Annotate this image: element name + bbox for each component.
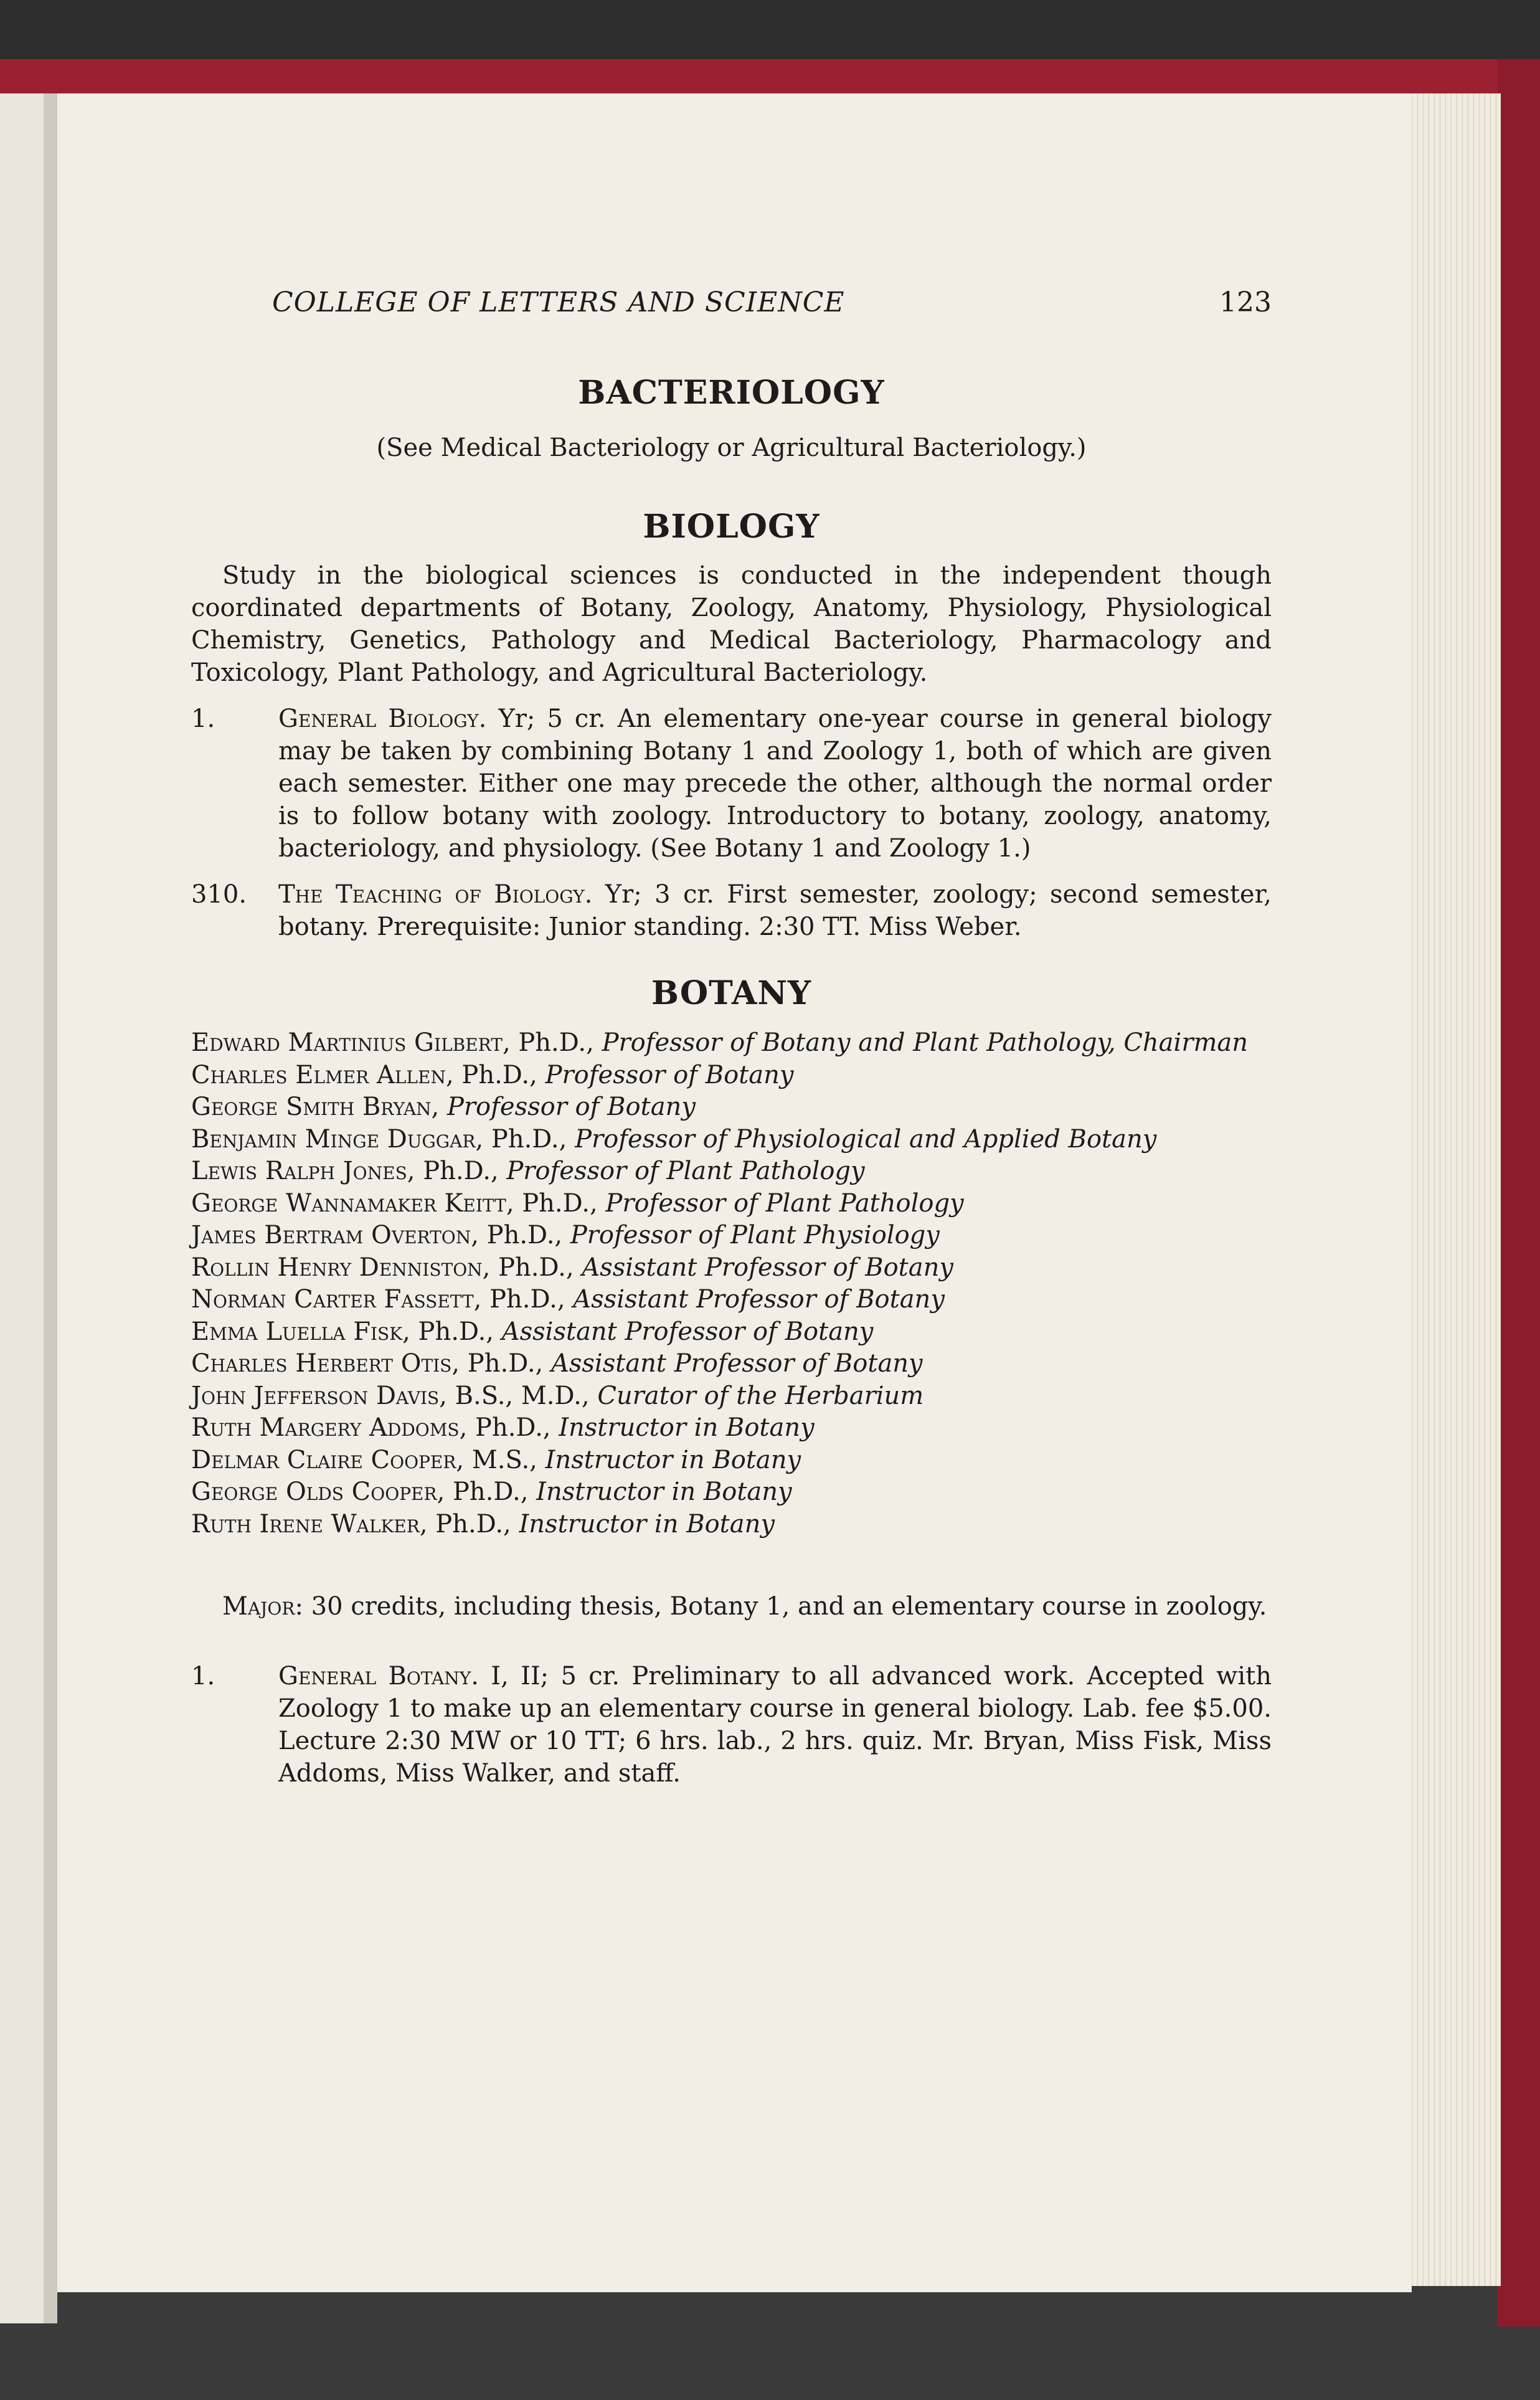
- faculty-degree: , B.S., M.D.,: [439, 1381, 598, 1410]
- faculty-name: Edward Martinius Gilbert: [191, 1028, 503, 1057]
- faculty-entry: [191, 1091, 1272, 1124]
- course-title: General Biology.: [278, 704, 487, 733]
- faculty-name: John Jefferson Davis: [191, 1381, 440, 1410]
- biology-heading: BIOLOGY: [643, 508, 820, 546]
- faculty-degree: , M.S.,: [456, 1445, 546, 1474]
- faculty-degree: , Ph.D.,: [459, 1413, 559, 1442]
- running-head-title: COLLEGE OF LETTERS AND SCIENCE: [272, 287, 845, 318]
- faculty-entry: [191, 1252, 1272, 1284]
- page-content: [191, 287, 1272, 1790]
- faculty-entry: [191, 1027, 1272, 1060]
- faculty-name: Ruth Margery Addoms: [191, 1413, 460, 1442]
- faculty-entry: [191, 1220, 1272, 1252]
- botany-heading: BOTANY: [651, 974, 812, 1012]
- faculty-title: Professor of Botany: [446, 1093, 696, 1121]
- bacteriology-note: (See Medical Bacteriology or Agricultural Bacteriology.): [376, 434, 1087, 462]
- book-page: [57, 93, 1412, 2292]
- page-stack-edge: [1407, 93, 1501, 2286]
- faculty-entry: [191, 1476, 1272, 1509]
- biology-course-1: [191, 703, 1272, 865]
- faculty-entry: [191, 1444, 1272, 1477]
- faculty-entry: [191, 1412, 1272, 1444]
- faculty-degree: , Ph.D.,: [502, 1028, 602, 1057]
- major-label: Major:: [222, 1592, 303, 1621]
- faculty-name: Ruth Irene Walker: [191, 1509, 420, 1539]
- book-cover-right-edge: [1498, 59, 1540, 2326]
- faculty-title: Assistant Professor of Botany: [501, 1317, 874, 1346]
- course-number: 1.: [191, 1662, 215, 1691]
- bacteriology-heading: BACTERIOLOGY: [578, 374, 885, 412]
- botany-major-requirement: [191, 1590, 1272, 1623]
- faculty-entry: [191, 1284, 1272, 1316]
- faculty-entry: [191, 1509, 1272, 1541]
- faculty-degree: , Ph.D.,: [407, 1157, 507, 1185]
- course-description: Yr; 3 cr. First semester, zoology; second semester, botany. Prerequisite: Junior standing. 2:30 TT. Miss Weber.: [278, 880, 1272, 941]
- faculty-degree: ,: [431, 1093, 447, 1121]
- faculty-name: James Bertram Overton: [191, 1221, 471, 1250]
- faculty-entry: [191, 1124, 1272, 1156]
- faculty-title: Professor of Physiological and Applied Botany: [575, 1124, 1157, 1154]
- faculty-entry: [191, 1348, 1272, 1380]
- faculty-degree: , Ph.D.,: [451, 1349, 551, 1378]
- course-title: General Botany.: [278, 1662, 479, 1691]
- faculty-name: George Wannamaker Keitt: [191, 1188, 506, 1218]
- page-number: 123: [1219, 287, 1272, 318]
- faculty-title: Assistant Professor of Botany: [573, 1285, 945, 1314]
- major-text: 30 credits, including thesis, Botany 1, and an elementary course in zoology.: [311, 1592, 1267, 1621]
- faculty-name: Delmar Claire Cooper: [191, 1445, 456, 1474]
- gutter-shadow: [44, 93, 57, 2323]
- faculty-title: Instructor in Botany: [536, 1477, 792, 1506]
- course-number: 1.: [191, 704, 215, 733]
- faculty-entry: [191, 1155, 1272, 1188]
- faculty-title: Professor of Plant Pathology: [605, 1188, 964, 1218]
- faculty-title: Professor of Botany: [545, 1060, 794, 1089]
- faculty-name: Norman Carter Fassett: [191, 1285, 474, 1314]
- course-title: The Teaching of Biology.: [278, 880, 593, 909]
- faculty-degree: , Ph.D.,: [445, 1060, 546, 1089]
- faculty-degree: , Ph.D.,: [437, 1477, 537, 1506]
- course-description: I, II; 5 cr. Preliminary to all advanced work. Accepted with Zoology 1 to make up an elementary course in general biology. Lab. fee $5.00. Lecture 2:30 MW or 10 TT; 6 hrs. lab., 2 hrs. quiz. Mr. Bryan, Miss Fisk, Miss Addoms, Miss Walker, and staff.: [278, 1662, 1272, 1788]
- background-top: [0, 0, 1540, 69]
- faculty-degree: , Ph.D.,: [482, 1253, 582, 1282]
- faculty-title: Assistant Professor of Botany: [550, 1349, 923, 1378]
- faculty-degree: , Ph.D.,: [471, 1221, 570, 1250]
- biology-course-310: [191, 878, 1272, 943]
- faculty-title: Professor of Botany and Plant Pathology, Chairman: [602, 1028, 1248, 1057]
- biology-intro: Study in the biological sciences is conducted in the independent though coordinated departments of Botany, Zoology, Anatomy, Physiology, Physiological Chemistry, Genetics, Pathology and Medical Bacteriology, Pharmacology and Toxicology, Plant Pathology, and Agricultural Bacteriology.: [191, 561, 1272, 687]
- faculty-name: Emma Luella Fisk: [191, 1317, 403, 1346]
- faculty-title: Professor of Plant Pathology: [506, 1157, 865, 1185]
- faculty-degree: , Ph.D.,: [475, 1124, 575, 1154]
- facing-page-strip: [0, 93, 44, 2323]
- faculty-title: Instructor in Botany: [519, 1509, 775, 1539]
- faculty-title: Professor of Plant Physiology: [570, 1221, 940, 1250]
- faculty-degree: , Ph.D.,: [473, 1285, 574, 1314]
- faculty-title: Instructor in Botany: [545, 1445, 801, 1474]
- botany-course-1: [191, 1660, 1272, 1790]
- faculty-degree: , Ph.D.,: [402, 1317, 502, 1346]
- faculty-name: George Olds Cooper: [191, 1477, 437, 1506]
- course-number: 310.: [191, 880, 247, 909]
- faculty-name: Rollin Henry Denniston: [191, 1253, 483, 1282]
- faculty-name: Lewis Ralph Jones: [191, 1157, 407, 1185]
- faculty-name: Charles Elmer Allen: [191, 1060, 446, 1089]
- course-description: Yr; 5 cr. An elementary one-year course in general biology may be taken by combining Botany 1 and Zoology 1, both of which are given each semester. Either one may precede the other, although the normal order is to follow botany with zoology. Introductory to botany, zoology, anatomy, bacteriology, and physiology. (See Botany 1 and Zoology 1.): [278, 704, 1272, 863]
- faculty-name: Benjamin Minge Duggar: [191, 1124, 476, 1154]
- faculty-title: Assistant Professor of Botany: [582, 1253, 953, 1282]
- running-head: [191, 287, 1272, 330]
- faculty-title: Curator of the Herbarium: [597, 1381, 924, 1410]
- faculty-name: Charles Herbert Otis: [191, 1349, 452, 1378]
- faculty-entry: [191, 1316, 1272, 1349]
- book-cover-top-edge: [0, 59, 1540, 97]
- faculty-title: Instructor in Botany: [559, 1413, 815, 1442]
- faculty-name: George Smith Bryan: [191, 1093, 432, 1121]
- faculty-entry: [191, 1188, 1272, 1220]
- botany-faculty-list: [191, 1027, 1272, 1540]
- faculty-entry: [191, 1060, 1272, 1092]
- faculty-entry: [191, 1380, 1272, 1413]
- faculty-degree: , Ph.D.,: [419, 1509, 519, 1539]
- faculty-degree: , Ph.D.,: [506, 1188, 606, 1218]
